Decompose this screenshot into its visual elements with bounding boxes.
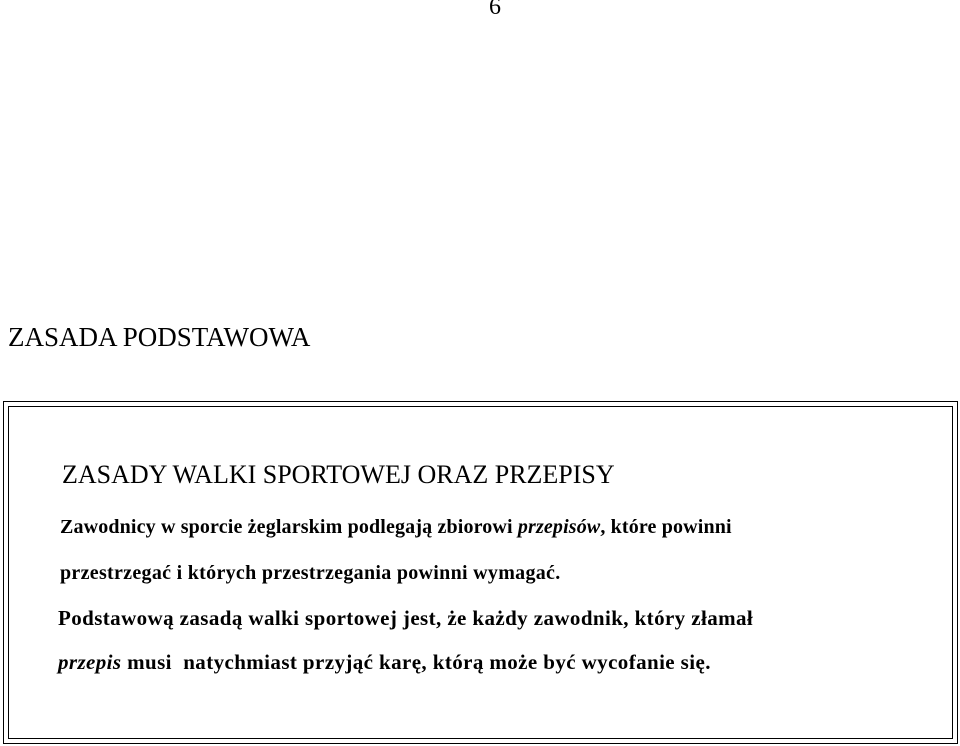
przepisow-term: przepisów xyxy=(517,516,601,538)
paragraph2-line1: Podstawową zasadą walki sportowej jest, że każdy zawodnik, który złamał xyxy=(58,606,754,630)
paragraph1-line1-end: , które powinni xyxy=(600,516,732,538)
paragraph1-line1-text: Zawodnicy w sporcie żeglarskim podlegają zbiorowi xyxy=(60,516,518,538)
przepis-term: przepis xyxy=(58,650,122,674)
paragraph1-line2: przestrzegać i których przestrzegania powinni wymagać. xyxy=(60,562,561,584)
section-title: ZASADA PODSTAWOWA xyxy=(8,322,311,352)
paragraph2-line2 xyxy=(58,650,711,675)
paragraph1-line1 xyxy=(60,516,732,539)
paragraph2-line2-text: musi natychmiast przyjąć karę, którą może być wycofanie się. xyxy=(121,650,711,674)
page-number: 6 xyxy=(489,0,501,20)
rule-heading: ZASADY WALKI SPORTOWEJ ORAZ PRZEPISY xyxy=(62,460,615,489)
